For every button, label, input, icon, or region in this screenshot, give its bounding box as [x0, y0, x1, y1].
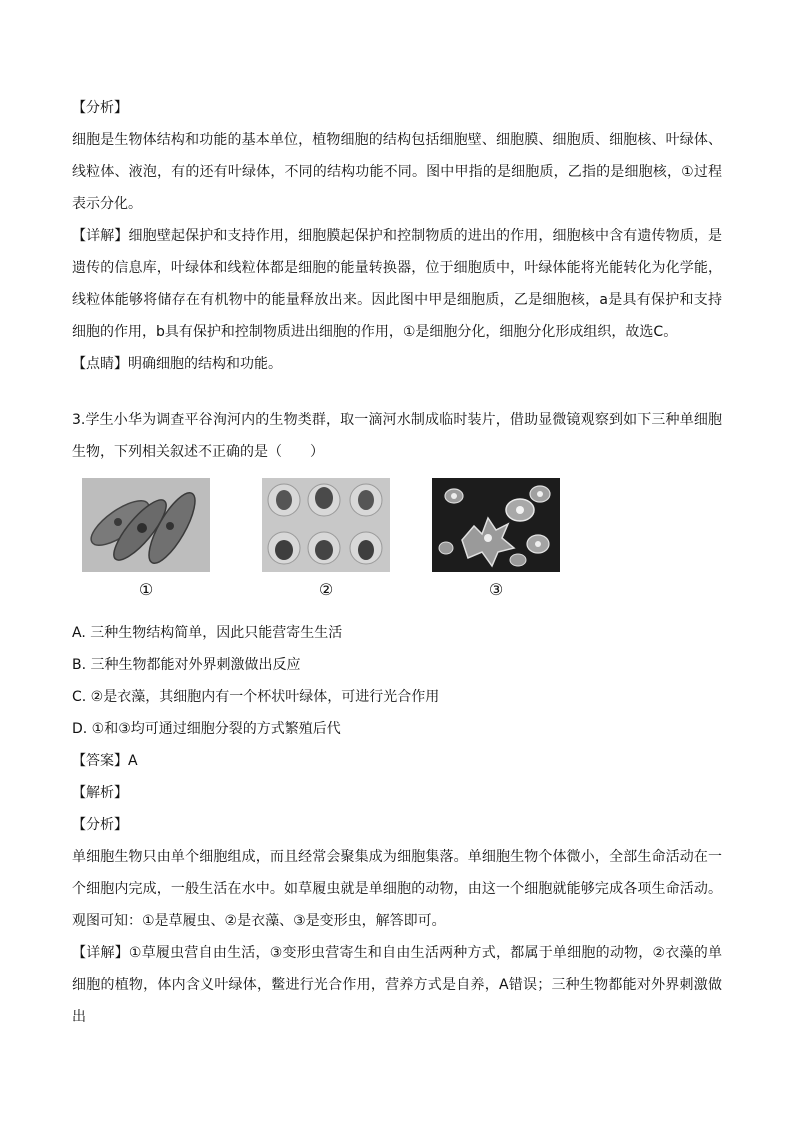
answer-value: A: [128, 753, 138, 769]
figure-row: [72, 478, 722, 613]
point-paragraph-1: [72, 348, 722, 380]
paramecium-micrograph-icon: [82, 478, 210, 572]
chlamydomonas-micrograph-icon: [262, 478, 390, 572]
answer-label: 【答案】: [72, 753, 128, 769]
option-d: D. ①和③均可通过细胞分裂的方式繁殖后代: [72, 721, 341, 737]
detail-heading-2: 【详解】: [72, 945, 129, 961]
analysis-text-1: 细胞是生物体结构和功能的基本单位，植物细胞的结构包括细胞壁、细胞膜、细胞质、细胞核、叶绿体、线粒体、液泡，有的还有叶绿体，不同的结构功能不同。图中甲指的是细胞质，乙指的是细胞核，①过程表示分化。: [72, 132, 722, 212]
figure-3: [432, 478, 560, 602]
amoeba-micrograph-icon: [432, 478, 560, 572]
answer-line: [72, 745, 722, 777]
detail-paragraph-1: [72, 220, 722, 348]
detail-paragraph-2: [72, 937, 722, 1033]
detail-heading-1: 【详解】: [72, 228, 129, 244]
point-text-1: 明确细胞的结构和功能。: [128, 356, 282, 372]
point-heading-1: 【点睛】: [72, 356, 128, 372]
analysis-text-2: 单细胞生物只由单个细胞组成，而且经常会聚集成为细胞集落。单细胞生物个体微小，全部生命活动在一个细胞内完成，一般生活在水中。如草履虫就是单细胞的动物，由这一个细胞就能够完成各项生命活动。观图可知：①是草履虫、②是衣藻、③是变形虫，解答即可。: [72, 849, 722, 929]
figure-1: [82, 478, 210, 602]
figure-3-caption: ③: [488, 580, 504, 599]
detail-text-2: ①草履虫营自由生活，③变形虫营寄生和自由生活两种方式，都属于单细胞的动物，②衣藻的单细胞的植物，体内含义叶绿体，鳖进行光合作用，营养方式是自养，A错误；三种生物都能对外界刺激做出: [72, 945, 722, 1025]
option-a: A. 三种生物结构简单，因此只能营寄生生活: [72, 625, 343, 641]
spacer: [72, 380, 722, 404]
option-b: B. 三种生物都能对外界刺激做出反应: [72, 657, 301, 673]
document-page: [72, 92, 722, 1033]
question-3-stem: 3.学生小华为调查平谷洵河内的生物类群，取一滴河水制成临时装片，借助显微镜观察到如下三种单细胞生物，下列相关叙述不正确的是（ ）: [72, 412, 722, 460]
detail-text-1: 细胞壁起保护和支持作用，细胞膜起保护和控制物质的进出的作用，细胞核中含有遗传物质，是遗传的信息库，叶绿体和线粒体都是细胞的能量转换器，位于细胞质中，叶绿体能将光能转化为化学能，线粒体能够将储存在有机物中的能量释放出来。因此图中甲是细胞质，乙是细胞核，a是具有保护和支持细胞的作用，b具有保护和控制物质进出细胞的作用，①是细胞分化，细胞分化形成组织，故选C。: [72, 228, 723, 340]
figure-1-caption: ①: [138, 580, 154, 599]
analysis-heading-2: 【分析】: [72, 817, 128, 833]
explain-heading: 【解析】: [72, 785, 128, 801]
figure-2-caption: ②: [318, 580, 334, 599]
option-c: C. ②是衣藻，其细胞内有一个杯状叶绿体，可进行光合作用: [72, 689, 440, 705]
figure-2: [262, 478, 390, 602]
analysis-heading-1: 【分析】: [72, 100, 128, 116]
